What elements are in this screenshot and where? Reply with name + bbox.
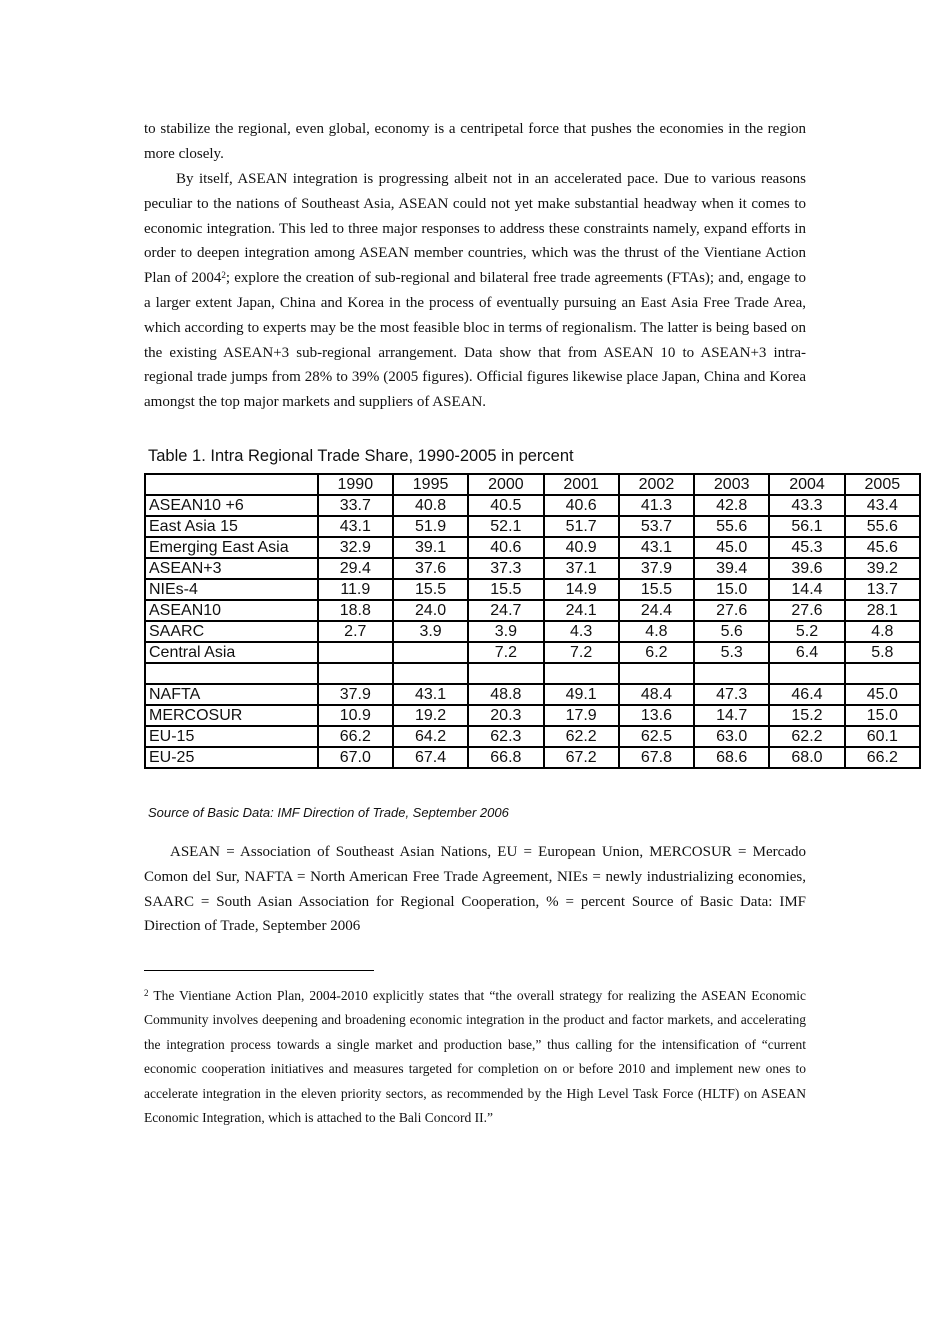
value-cell: 27.6 <box>769 600 844 621</box>
region-label-cell: MERCOSUR <box>145 705 318 726</box>
value-cell: 43.1 <box>393 684 468 705</box>
value-cell: 37.6 <box>393 558 468 579</box>
year-header: 2000 <box>468 474 543 495</box>
value-cell: 48.4 <box>619 684 694 705</box>
value-cell: 40.6 <box>468 537 543 558</box>
value-cell: 13.6 <box>619 705 694 726</box>
value-cell: 27.6 <box>694 600 769 621</box>
value-cell: 15.5 <box>468 579 543 600</box>
table-row <box>145 642 920 663</box>
trade-share-table <box>144 473 921 769</box>
value-cell: 5.3 <box>694 642 769 663</box>
value-cell: 32.9 <box>318 537 393 558</box>
value-cell: 68.0 <box>769 747 844 768</box>
value-cell <box>694 663 769 684</box>
value-cell <box>318 642 393 663</box>
value-cell: 62.5 <box>619 726 694 747</box>
value-cell <box>393 642 468 663</box>
body-paragraph-2 <box>144 167 806 415</box>
table-row <box>145 579 920 600</box>
value-cell: 39.4 <box>694 558 769 579</box>
table-row <box>145 621 920 642</box>
value-cell: 18.8 <box>318 600 393 621</box>
value-cell: 6.4 <box>769 642 844 663</box>
value-cell: 40.5 <box>468 495 543 516</box>
region-label-cell: Central Asia <box>145 642 318 663</box>
region-label-cell <box>145 663 318 684</box>
value-cell: 29.4 <box>318 558 393 579</box>
table-row <box>145 747 920 768</box>
value-cell: 3.9 <box>393 621 468 642</box>
value-cell: 53.7 <box>619 516 694 537</box>
header-region-cell <box>145 474 318 495</box>
value-cell: 13.7 <box>845 579 920 600</box>
value-cell: 67.2 <box>544 747 619 768</box>
region-label-cell: ASEAN10 +6 <box>145 495 318 516</box>
value-cell: 40.9 <box>544 537 619 558</box>
region-label-cell: EU-25 <box>145 747 318 768</box>
value-cell: 55.6 <box>845 516 920 537</box>
value-cell <box>318 663 393 684</box>
value-cell: 39.2 <box>845 558 920 579</box>
region-label-cell: NIEs-4 <box>145 579 318 600</box>
value-cell: 67.4 <box>393 747 468 768</box>
table-row <box>145 537 920 558</box>
value-cell: 62.3 <box>468 726 543 747</box>
value-cell: 5.6 <box>694 621 769 642</box>
value-cell <box>468 663 543 684</box>
value-cell: 43.1 <box>619 537 694 558</box>
abbreviations-paragraph: ASEAN = Association of Southeast Asian Nations, EU = European Union, MERCOSUR = Mercado Comon del Sur, NAFTA = North American Free Trade Agreement, NIEs = newly industrializing economies, SAARC = South Asian Association for Regional Cooperation, % = percent Source of Basic Data: IMF Direction of Trade, September 2006 <box>144 844 806 935</box>
year-header: 2005 <box>845 474 920 495</box>
table-body <box>145 495 920 768</box>
value-cell: 15.0 <box>845 705 920 726</box>
value-cell <box>769 663 844 684</box>
table-row <box>145 516 920 537</box>
table-row <box>145 726 920 747</box>
value-cell: 15.2 <box>769 705 844 726</box>
value-cell: 14.7 <box>694 705 769 726</box>
value-cell: 24.4 <box>619 600 694 621</box>
region-label-cell: East Asia 15 <box>145 516 318 537</box>
table-row <box>145 705 920 726</box>
region-label-cell: ASEAN+3 <box>145 558 318 579</box>
table-row <box>145 663 920 684</box>
value-cell: 15.5 <box>393 579 468 600</box>
value-cell: 17.9 <box>544 705 619 726</box>
value-cell: 43.1 <box>318 516 393 537</box>
table-row <box>145 684 920 705</box>
value-cell: 5.8 <box>845 642 920 663</box>
value-cell: 43.4 <box>845 495 920 516</box>
value-cell <box>393 663 468 684</box>
value-cell: 49.1 <box>544 684 619 705</box>
value-cell: 14.9 <box>544 579 619 600</box>
value-cell: 40.8 <box>393 495 468 516</box>
value-cell: 5.2 <box>769 621 844 642</box>
footnote-divider <box>144 970 374 971</box>
value-cell: 52.1 <box>468 516 543 537</box>
value-cell: 66.2 <box>318 726 393 747</box>
value-cell: 4.8 <box>619 621 694 642</box>
value-cell: 2.7 <box>318 621 393 642</box>
value-cell: 60.1 <box>845 726 920 747</box>
value-cell: 33.7 <box>318 495 393 516</box>
value-cell: 7.2 <box>468 642 543 663</box>
value-cell: 42.8 <box>694 495 769 516</box>
value-cell: 6.2 <box>619 642 694 663</box>
year-header: 2003 <box>694 474 769 495</box>
footnote-number: 2 <box>144 988 149 998</box>
value-cell: 47.3 <box>694 684 769 705</box>
value-cell <box>845 663 920 684</box>
value-cell: 68.6 <box>694 747 769 768</box>
value-cell: 39.1 <box>393 537 468 558</box>
value-cell: 43.3 <box>769 495 844 516</box>
value-cell: 62.2 <box>769 726 844 747</box>
region-label-cell: SAARC <box>145 621 318 642</box>
value-cell: 66.8 <box>468 747 543 768</box>
value-cell <box>544 663 619 684</box>
year-header: 1990 <box>318 474 393 495</box>
year-header: 2004 <box>769 474 844 495</box>
value-cell: 45.3 <box>769 537 844 558</box>
value-cell: 3.9 <box>468 621 543 642</box>
value-cell: 24.0 <box>393 600 468 621</box>
value-cell: 4.8 <box>845 621 920 642</box>
value-cell: 67.8 <box>619 747 694 768</box>
value-cell: 39.6 <box>769 558 844 579</box>
value-cell: 63.0 <box>694 726 769 747</box>
value-cell: 28.1 <box>845 600 920 621</box>
table-title: Table 1. Intra Regional Trade Share, 1990-2005 in percent <box>148 447 574 465</box>
year-header: 2001 <box>544 474 619 495</box>
body-paragraph-1: to stabilize the regional, even global, economy is a centripetal force that pushes the economies in the region more closely. <box>144 121 806 162</box>
value-cell: 37.3 <box>468 558 543 579</box>
table-row <box>145 558 920 579</box>
value-cell: 15.5 <box>619 579 694 600</box>
value-cell: 56.1 <box>769 516 844 537</box>
value-cell <box>619 663 694 684</box>
value-cell: 45.0 <box>694 537 769 558</box>
footnote-text: The Vientiane Action Plan, 2004-2010 explicitly states that “the overall strategy for realizing the ASEAN Economic Community involves deepening and broadening economic integration in the product and factor markets, and accelerating the integration process towards a single market and production base,” thus calling for the intensification of “current economic cooperation initiatives and measures targeted for completion on or before 2010 and implement new ones to accelerate integration in the eleven priority sectors, as recommended by the High Level Task Force (HLTF) on ASEAN Economic Integration, which is attached to the Bali Concord II.” <box>144 988 806 1126</box>
value-cell: 64.2 <box>393 726 468 747</box>
value-cell: 37.9 <box>318 684 393 705</box>
value-cell: 11.9 <box>318 579 393 600</box>
value-cell: 4.3 <box>544 621 619 642</box>
region-label-cell: Emerging East Asia <box>145 537 318 558</box>
table-header-row <box>145 474 920 495</box>
footnote-reference[interactable]: 2 <box>221 270 226 281</box>
value-cell: 24.1 <box>544 600 619 621</box>
value-cell: 15.0 <box>694 579 769 600</box>
year-header: 2002 <box>619 474 694 495</box>
footnote <box>144 984 806 1130</box>
value-cell: 46.4 <box>769 684 844 705</box>
paragraph-2-text-b: ; explore the creation of sub-regional and bilateral free trade agreements (FTAs); and, engage to a larger extent Japan, China and Korea in the process of eventually pursuing an East Asia Free Trade Area, which according to experts may be the most feasible bloc in terms of regionalism. The latter is being based on the existing ASEAN+3 sub-regional arrangement. Data show that from ASEAN 10 to ASEAN+3 intra-regional trade jumps from 28% to 39% (2005 figures). Official figures likewise place Japan, China and Korea amongst the top major markets and suppliers of ASEAN. <box>144 270 806 411</box>
value-cell: 51.7 <box>544 516 619 537</box>
value-cell: 45.0 <box>845 684 920 705</box>
value-cell: 51.9 <box>393 516 468 537</box>
table-row <box>145 600 920 621</box>
value-cell: 37.1 <box>544 558 619 579</box>
value-cell: 7.2 <box>544 642 619 663</box>
value-cell: 40.6 <box>544 495 619 516</box>
region-label-cell: EU-15 <box>145 726 318 747</box>
year-header: 1995 <box>393 474 468 495</box>
table-source-note: Source of Basic Data: IMF Direction of Trade, September 2006 <box>148 805 509 820</box>
value-cell: 67.0 <box>318 747 393 768</box>
value-cell: 20.3 <box>468 705 543 726</box>
value-cell: 48.8 <box>468 684 543 705</box>
value-cell: 24.7 <box>468 600 543 621</box>
value-cell: 14.4 <box>769 579 844 600</box>
value-cell: 10.9 <box>318 705 393 726</box>
value-cell: 55.6 <box>694 516 769 537</box>
value-cell: 45.6 <box>845 537 920 558</box>
table-row <box>145 495 920 516</box>
value-cell: 41.3 <box>619 495 694 516</box>
value-cell: 37.9 <box>619 558 694 579</box>
paragraph-2-text-a: By itself, ASEAN integration is progressing albeit not in an accelerated pace. Due to various reasons peculiar to the nations of Southeast Asia, ASEAN could not yet make substantial headway when it comes to economic integration. This led to three major responses to address these constraints namely, expand efforts in order to deepen integration among ASEAN member countries, which was the thrust of the Vientiane Action Plan of 2004 <box>144 171 806 287</box>
value-cell: 62.2 <box>544 726 619 747</box>
region-label-cell: NAFTA <box>145 684 318 705</box>
value-cell: 19.2 <box>393 705 468 726</box>
value-cell: 66.2 <box>845 747 920 768</box>
region-label-cell: ASEAN10 <box>145 600 318 621</box>
